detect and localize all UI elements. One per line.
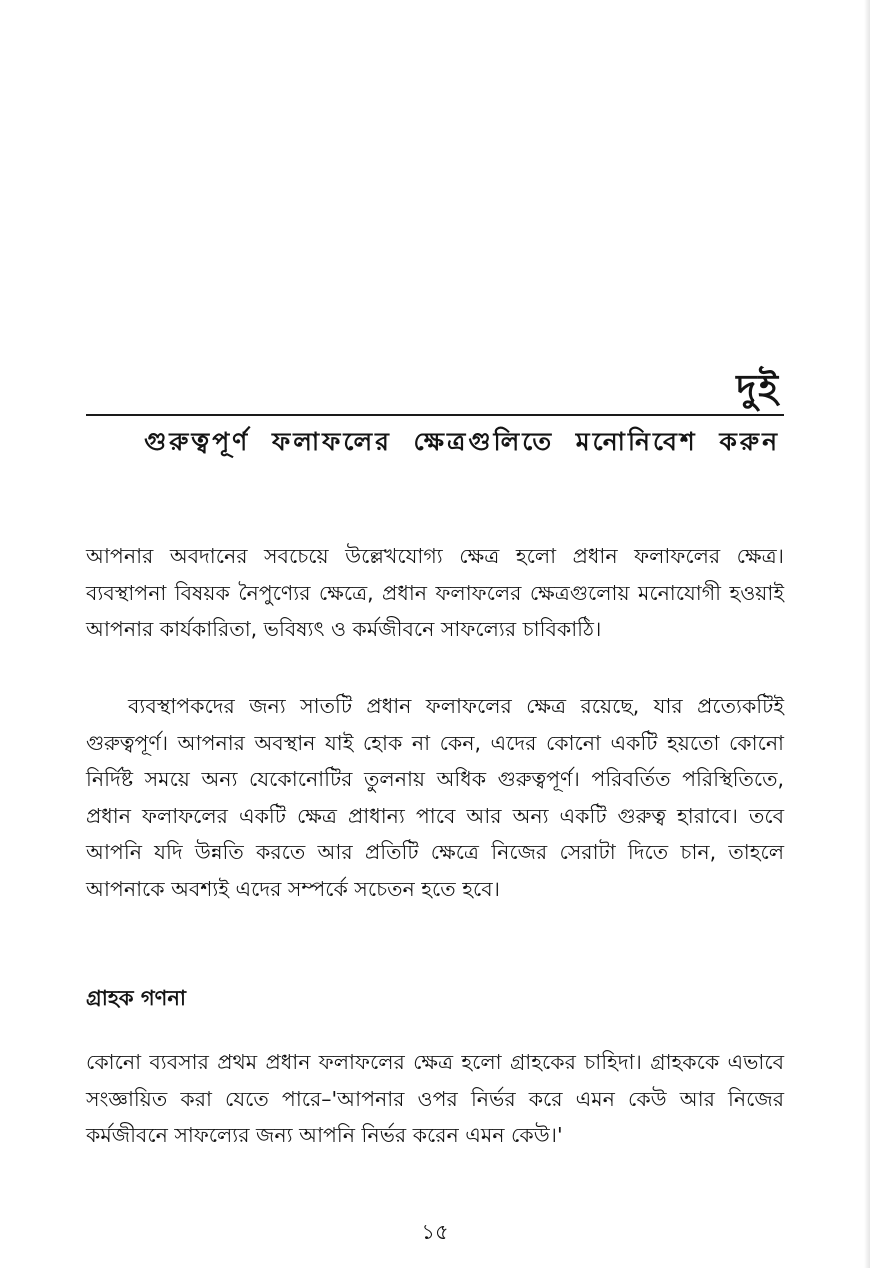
body-paragraph-1 — [86, 538, 784, 648]
chapter-divider-line — [86, 414, 784, 416]
page-number: ১৫ — [421, 1220, 449, 1244]
section-paragraph — [86, 1044, 784, 1154]
paragraph-text: আপনার অবদানের সবচেয়ে উল্লেখযোগ্য ক্ষেত্র হলো প্রধান ফলাফলের ক্ষেত্র। ব্যবস্থাপনা বিষয়ক নৈপুণ্যের ক্ষেত্রে, প্রধান ফলাফলের ক্ষেত্রগুলোয় মনোযোগী হওয়াই আপনার কার্যকারিতা, ভবিষ্যৎ ও কর্মজীবনে সাফল্যের চাবিকাঠি। — [86, 544, 784, 641]
paragraph-text: ব্যবস্থাপকদের জন্য সাতটি প্রধান ফলাফলের ক্ষেত্র রয়েছে, যার প্রত্যেকটিই গুরুত্বপূর্ণ। আপনার অবস্থান যাই হোক না কেন, এদের কোনো একটি হয়তো কোনো নির্দিষ্ট সময়ে অন্য যেকোনোটির তুলনায় অধিক গুরুত্বপূর্ণ। পরিবর্তিত পরিস্থিতিতে, প্রধান ফলাফলের একটি ক্ষেত্র প্রাধান্য পাবে আর অন্য একটি গুরুত্ব হারাবে। তবে আপনি যদি উন্নতি করতে আর প্রতিটি ক্ষেত্রে নিজের সেরাটা দিতে চান, তাহলে আপনাকে অবশ্যই এদের সম্পর্কে সচেতন হতে হবে। — [86, 694, 784, 901]
body-paragraph-2 — [86, 688, 784, 907]
chapter-number: দুই — [736, 366, 780, 410]
paragraph-text: কোনো ব্যবসার প্রথম প্রধান ফলাফলের ক্ষেত্র হলো গ্রাহকের চাহিদা। গ্রাহককে এভাবে সংজ্ঞায়িত করা যেতে পারে–'আপনার ওপর নির্ভর করে এমন কেউ আর নিজের কর্মজীবনে সাফল্যের জন্য আপনি নির্ভর করেন এমন কেউ।' — [86, 1050, 784, 1147]
section-heading: গ্রাহক গণনা — [86, 986, 186, 1010]
chapter-title: গুরুত্বপূর্ণ ফলাফলের ক্ষেত্রগুলিতে মনোনিবেশ করুন — [144, 427, 780, 456]
page-edge-shadow — [864, 0, 870, 1268]
